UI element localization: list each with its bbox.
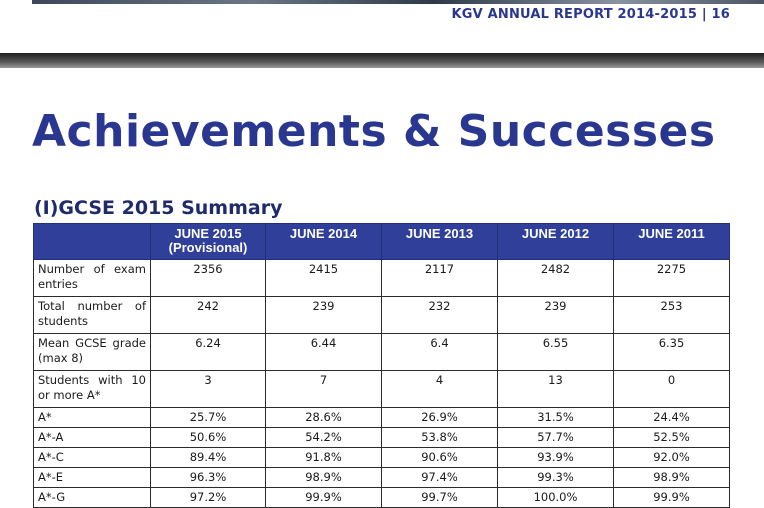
cell: 13 [498,371,614,408]
column-header: JUNE 2014 [266,224,382,260]
cell: 2275 [614,260,730,297]
cell: 53.8% [382,428,498,448]
row-label: Number of exam entries [34,260,151,297]
cell: 6.4 [382,334,498,371]
cell: 2117 [382,260,498,297]
cell: 242 [151,297,266,334]
gcse-summary-table [33,223,730,508]
table-row [34,334,730,371]
cell: 6.44 [266,334,382,371]
table-row [34,488,730,508]
cell: 253 [614,297,730,334]
cell: 50.6% [151,428,266,448]
header-photo-strip [32,0,764,4]
cell: 6.55 [498,334,614,371]
table-row [34,468,730,488]
cell: 91.8% [266,448,382,468]
table-row [34,448,730,468]
row-label: Students with 10 or more A* [34,371,151,408]
cell: 97.2% [151,488,266,508]
row-label: A*-E [34,468,151,488]
cell: 89.4% [151,448,266,468]
cell: 97.4% [382,468,498,488]
cell: 98.9% [614,468,730,488]
cell: 4 [382,371,498,408]
cell: 90.6% [382,448,498,468]
row-label: A* [34,408,151,428]
cell: 2356 [151,260,266,297]
column-header: JUNE 2012 [498,224,614,260]
cell: 25.7% [151,408,266,428]
table-row [34,428,730,448]
cell: 99.9% [614,488,730,508]
cell: 54.2% [266,428,382,448]
cell: 99.9% [266,488,382,508]
row-label: Mean GCSE grade (max 8) [34,334,151,371]
cell: 100.0% [498,488,614,508]
cell: 24.4% [614,408,730,428]
table-row [34,297,730,334]
cell: 52.5% [614,428,730,448]
cell: 28.6% [266,408,382,428]
cell: 31.5% [498,408,614,428]
cell: 96.3% [151,468,266,488]
row-label: Total number of students [34,297,151,334]
row-label: A*-C [34,448,151,468]
previous-page [0,0,764,53]
page-gap [0,53,764,68]
cell: 2415 [266,260,382,297]
table-row [34,371,730,408]
cell: 2482 [498,260,614,297]
cell: 99.7% [382,488,498,508]
corner-header [34,224,151,260]
column-header: JUNE 2015 (Provisional) [151,224,266,260]
row-label: A*-G [34,488,151,508]
cell: 232 [382,297,498,334]
row-label: A*-A [34,428,151,448]
page-title: Achievements & Successes [32,106,716,157]
cell: 57.7% [498,428,614,448]
table-header-row [34,224,730,260]
column-header: JUNE 2011 [614,224,730,260]
report-header: KGV ANNUAL REPORT 2014-2015 | 16 [451,7,730,22]
table-row [34,408,730,428]
section-title: (I)GCSE 2015 Summary [34,197,283,219]
table-row [34,260,730,297]
cell: 7 [266,371,382,408]
cell: 26.9% [382,408,498,428]
column-header: JUNE 2013 [382,224,498,260]
cell: 98.9% [266,468,382,488]
cell: 239 [498,297,614,334]
cell: 93.9% [498,448,614,468]
cell: 239 [266,297,382,334]
cell: 6.24 [151,334,266,371]
cell: 6.35 [614,334,730,371]
cell: 99.3% [498,468,614,488]
cell: 0 [614,371,730,408]
cell: 3 [151,371,266,408]
cell: 92.0% [614,448,730,468]
